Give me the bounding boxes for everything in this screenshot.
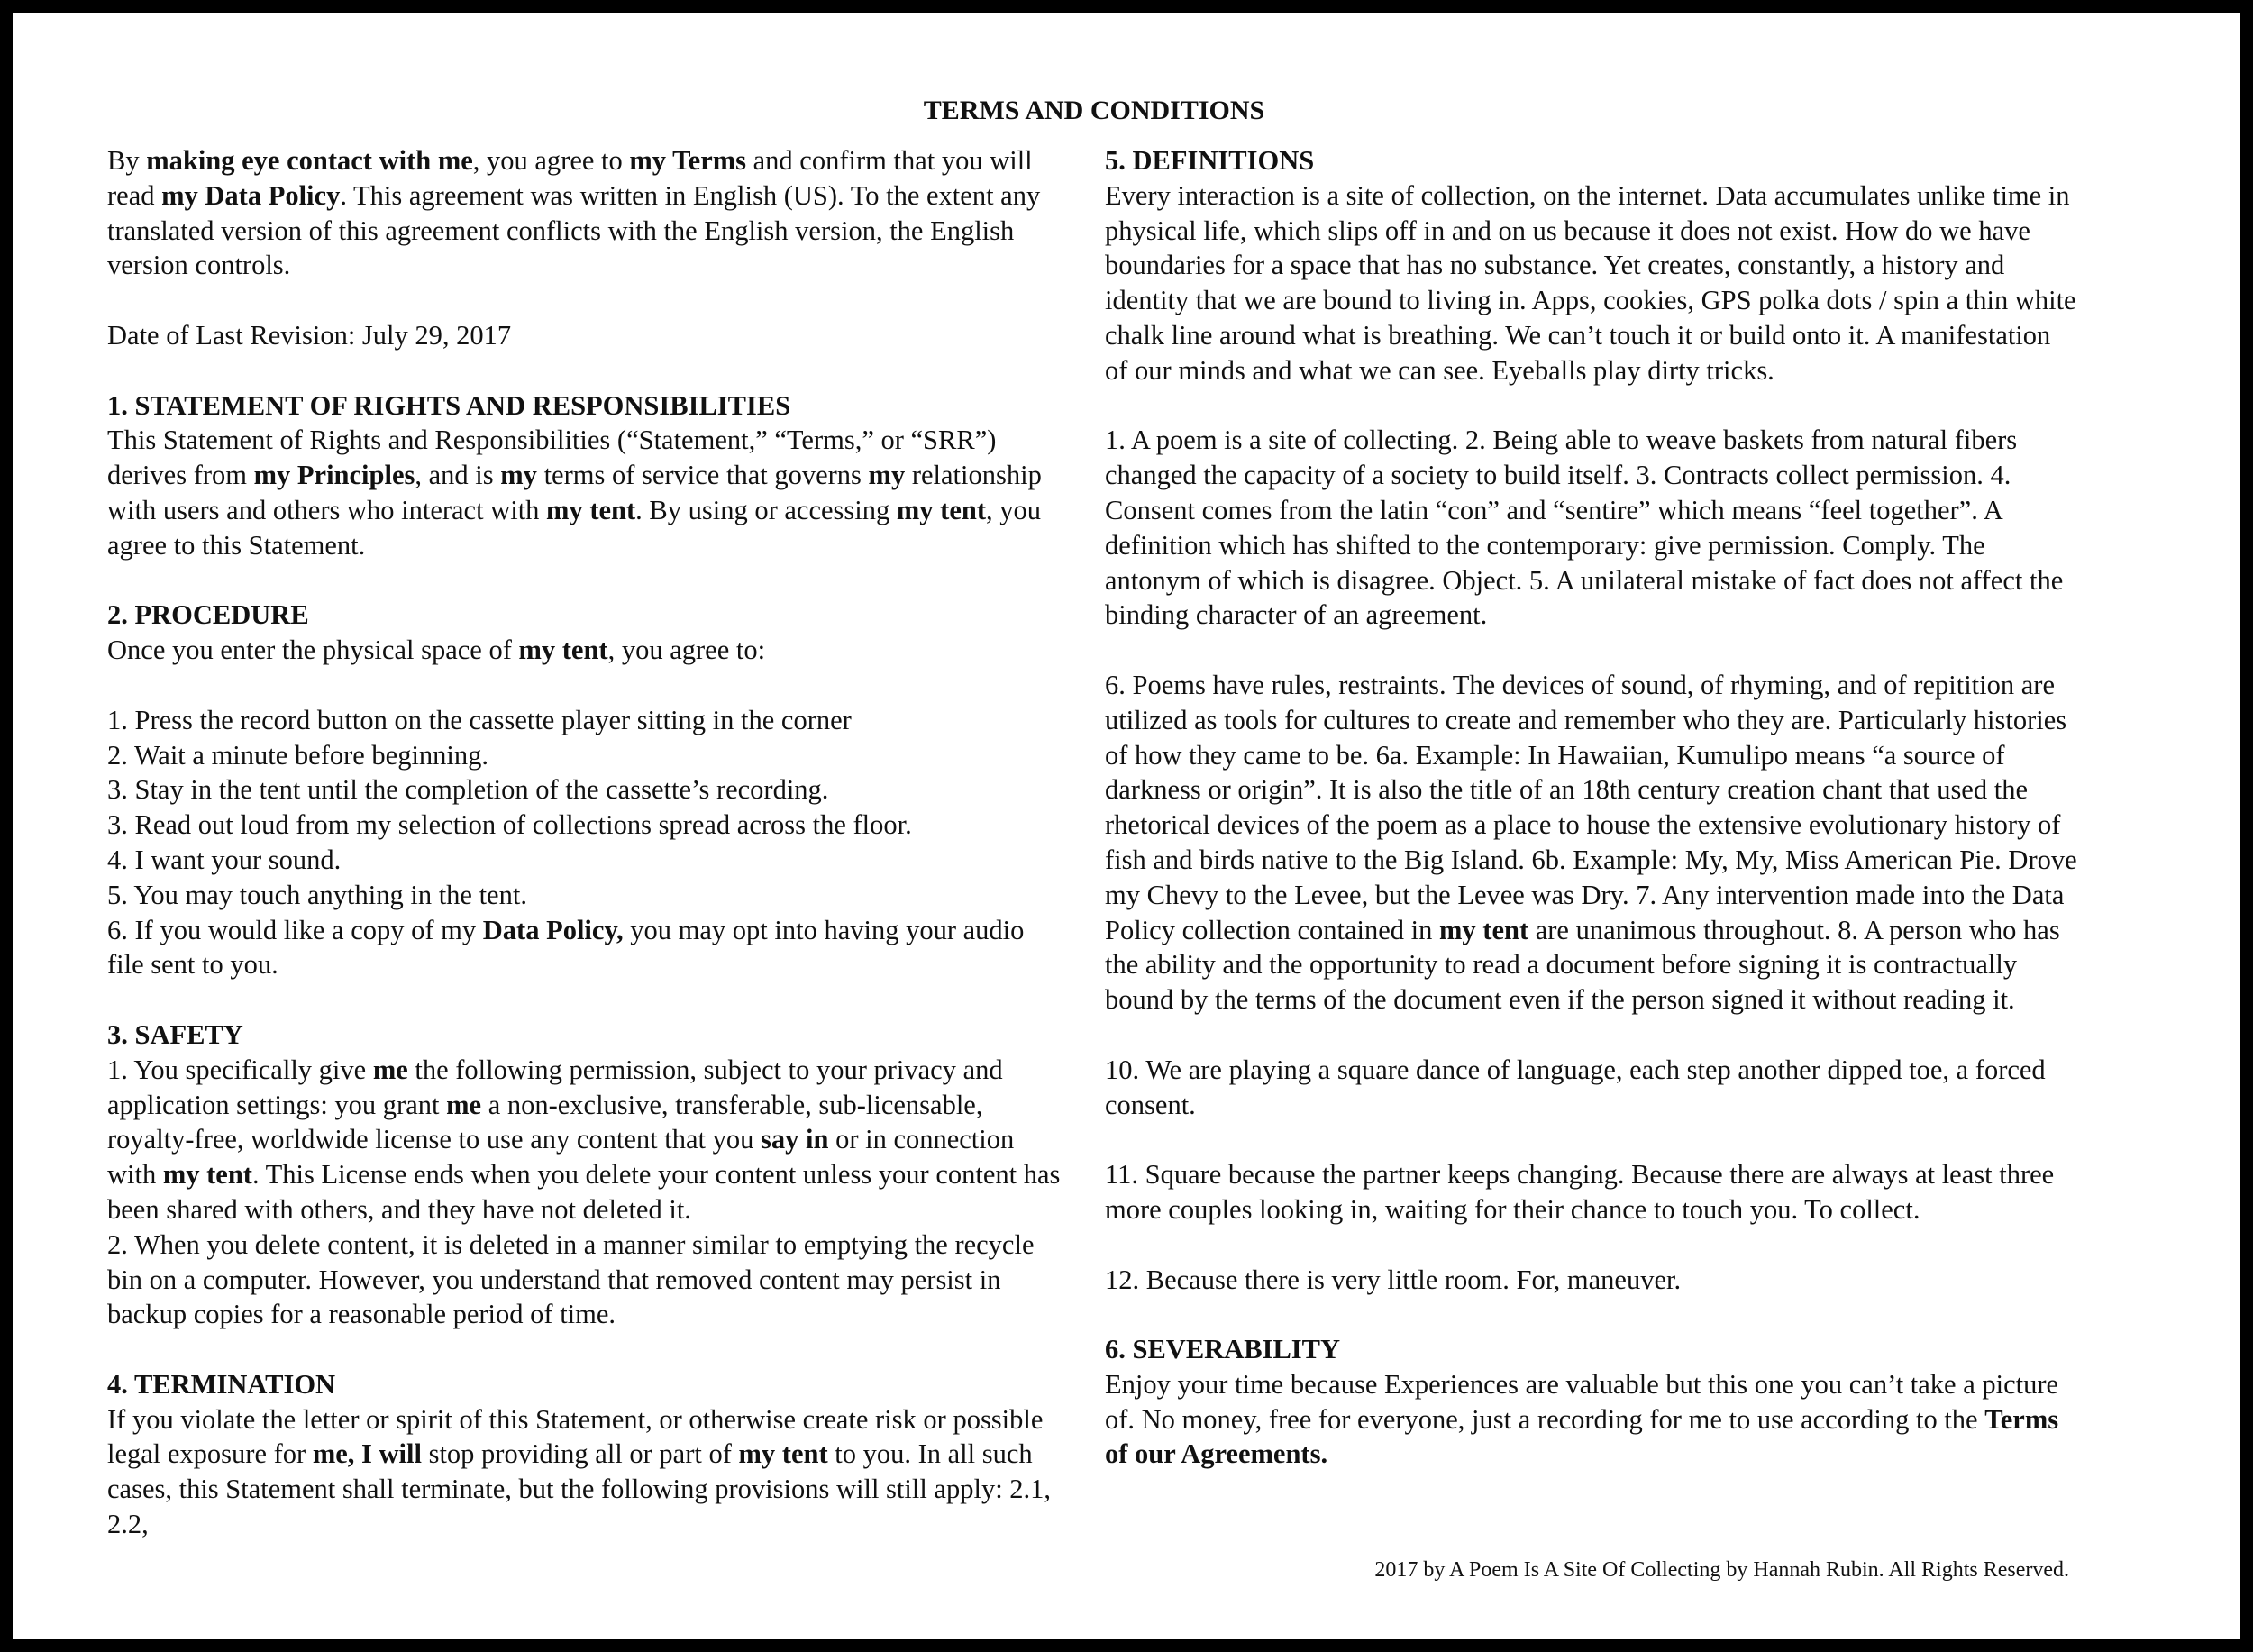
procedure-item-3: 3. Stay in the tent until the completion of the cassette’s recording. (107, 774, 829, 806)
intro-text: By (107, 145, 147, 176)
s1-bold-text: my Principles (253, 460, 415, 491)
s4-text: to you. In all such cases, this Statement shall terminate, but the following provisions will still apply: 2.1, 2.2, (107, 1438, 1052, 1540)
s6-text: Enjoy your time because Experiences are valuable but this one you can’t take a picture of. No money, free for everyone, just a recording for me to use according to the (1105, 1368, 2059, 1435)
s1-bold-text: my tent (546, 494, 636, 525)
s2-text: 6. If you would like a copy of my (107, 914, 483, 945)
s3-bold-text: me (372, 1054, 408, 1085)
section-3-paragraph-1 (107, 1053, 1063, 1228)
intro-paragraph (107, 143, 1063, 283)
s3-text: a non-exclusive, transferable, sub-licensable, royalty-free, worldwide license to use any content that you (107, 1089, 983, 1155)
section-5-paragraph-2: 1. A poem is a site of collecting. 2. Being able to weave baskets from natural fibers changed the capacity of a society to build itself. 3. Contracts collect permission. 4. Consent comes from the latin “con” and “sentire” which means “feel together”. A definition which has shifted to the contemporary: give permission. Comply. The antonym of which is disagree. Object. 5. A unilateral mistake of fact does not affect the binding character of an agreement. (1105, 424, 2064, 631)
section-5-heading: 5. DEFINITIONS (1105, 145, 1315, 176)
section-5-paragraph-4: 10. We are playing a square dance of language, each step another dipped toe, a forced consent. (1105, 1054, 2046, 1120)
section-4-heading: 4. TERMINATION (107, 1368, 336, 1400)
s4-text: stop providing all or part of (421, 1438, 739, 1470)
s1-bold-text: my (868, 460, 906, 491)
s1-bold-text: my tent (896, 494, 986, 525)
s5-bold-text: my tent (1439, 914, 1529, 945)
right-column (1105, 143, 2078, 1472)
intro-text: . This agreement was written in English (US). To the extent any translated version of this agreement conflicts with the English version, the English version controls. (107, 179, 1041, 281)
section-1-body (107, 423, 1063, 562)
s3-text: or in connection with (107, 1124, 1015, 1191)
revision-date: Date of Last Revision: July 29, 2017 (107, 319, 512, 351)
s2-text: , you agree to: (607, 634, 766, 666)
left-column (107, 143, 1063, 1577)
procedure-item-1: 1. Press the record button on the cassette player sitting in the corner (107, 704, 852, 735)
s5-text: 6. Poems have rules, restraints. The devices of sound, of rhyming, and of repitition are utilized as tools for cultures to create and remember who they are. Particularly histories of how they came to be. 6a. Example: In Hawaiian, Kumulipo means “a source of darkness or origin”. It is also the title of an 18th century creation chant that used the rhetorical devices of the poem as a place to house the extensive evolutionary history of fish and birds native to the Big Island. 6b. Example: My, My, Miss American Pie. Drove my Chevy to the Levee, but the Levee was Dry. 7. Any intervention made into the Data Policy collection contained in (1105, 669, 2077, 945)
s3-bold-text: me (446, 1089, 482, 1120)
s3-text: 1. You specifically give (107, 1054, 373, 1085)
s2-text: you may opt into having your audio file sent to you. (107, 914, 1025, 981)
s1-text: relationship with users and others who interact with (107, 460, 1042, 525)
s3-text: the following permission, subject to your privacy and application settings: you grant (107, 1054, 1003, 1120)
procedure-item-4: 3. Read out loud from my selection of collections spread across the floor. (107, 809, 912, 841)
intro-bold-text: my Data Policy (161, 179, 341, 211)
procedure-item-6: 5. You may touch anything in the tent. (107, 879, 527, 910)
s4-text: If you violate the letter or spirit of this Statement, or otherwise create risk or possible legal exposure for (107, 1403, 1044, 1470)
intro-text: , you agree to (472, 145, 630, 176)
s1-text: . By using or accessing (635, 494, 897, 525)
procedure-item-5: 4. I want your sound. (107, 844, 342, 875)
s1-bold-text: my (500, 460, 537, 491)
procedure-item-2: 2. Wait a minute before beginning. (107, 739, 489, 771)
s4-bold-text: me, I will (312, 1438, 422, 1470)
document-page (13, 13, 2240, 1639)
section-5-paragraph-3 (1105, 668, 2078, 1018)
s2-bold-text: my tent (518, 634, 608, 666)
section-2-heading: 2. PROCEDURE (107, 599, 309, 631)
s3-text: . This License ends when you delete your content unless your content has been shared with others, and they have not deleted it. (107, 1159, 1061, 1225)
s5-text: are unanimous throughout. 8. A person who has the ability and the opportunity to read a document before signing it is contractually bound by the terms of the document even if the person signed it without reading it. (1105, 914, 2060, 1016)
procedure-item-7 (107, 913, 1063, 983)
section-3-paragraph-2: 2. When you delete content, it is deleted in a manner similar to emptying the recycle bin on a computer. However, you understand that removed content may persist in backup copies for a reasonable period of time. (107, 1228, 1035, 1330)
section-6-body (1105, 1367, 2078, 1472)
s1-text: This Statement of Rights and Responsibilities (“Statement,” “Terms,” or “SRR”) derives from (107, 424, 997, 491)
s2-text: Once you enter the physical space of (107, 634, 519, 666)
section-5-paragraph-5: 11. Square because the partner keeps changing. Because there are always at least three more couples looking in, waiting for their chance to touch you. To collect. (1105, 1159, 2055, 1225)
section-3-heading: 3. SAFETY (107, 1018, 243, 1050)
s2-bold-text: Data Policy, (482, 914, 624, 945)
intro-text: and confirm that you will read (107, 145, 1033, 211)
s1-text: , you agree to this Statement. (107, 494, 1041, 561)
section-5-paragraph-6: 12. Because there is very little room. For, maneuver. (1105, 1264, 1682, 1295)
s1-text: , and is (415, 460, 501, 491)
page-title: TERMS AND CONDITIONS (923, 96, 1265, 125)
section-4-body (107, 1402, 1063, 1542)
section-1-heading: 1. STATEMENT OF RIGHTS AND RESPONSIBILITIES (107, 389, 791, 421)
s1-text: terms of service that governs (536, 460, 869, 491)
s3-bold-text: say in (761, 1124, 829, 1155)
section-5-paragraph-1: Every interaction is a site of collection, on the internet. Data accumulates unlike time in physical life, which slips off in and on us because it does not exist. How do we have boundaries for a space that has no substance. Yet creates, constantly, a history and identity that we are bound to living in. Apps, cookies, GPS polka dots / spin a thin white chalk line around what is breathing. We can’t touch it or build onto it. A manifestation of our minds and what we can see. Eyeballs play dirty tricks. (1105, 179, 2076, 386)
s6-bold-text: Terms of our Agreements. (1105, 1403, 2059, 1470)
section-2-intro (107, 633, 1063, 668)
intro-bold-text: making eye contact with me (146, 145, 473, 176)
s3-bold-text: my tent (162, 1159, 252, 1191)
section-6-heading: 6. SEVERABILITY (1105, 1334, 1341, 1365)
intro-bold-text: my Terms (629, 145, 747, 176)
copyright-footer: 2017 by A Poem Is A Site Of Collecting by Hannah Rubin. All Rights Reserved. (1374, 1558, 2069, 1582)
s4-bold-text: my tent (738, 1438, 828, 1470)
